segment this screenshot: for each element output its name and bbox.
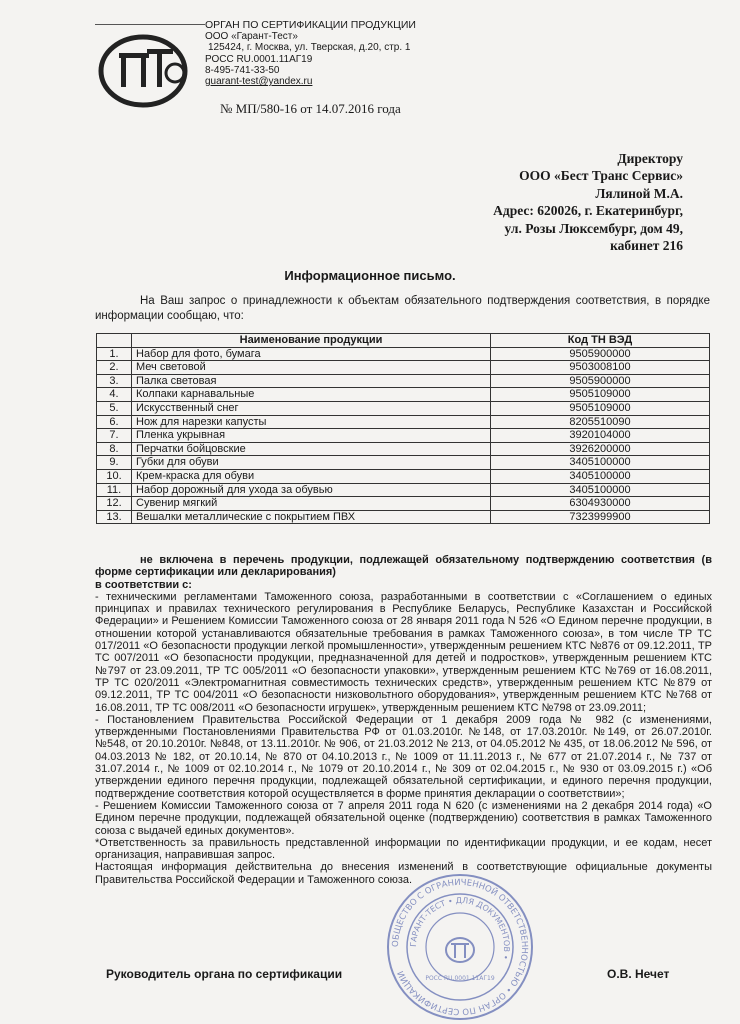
row-number: 1. <box>97 347 132 361</box>
row-number: 10. <box>97 469 132 483</box>
responsibility-note: *Ответственность за правильность представленной информации по идентификации продукции, и ее кодам, несет организация, направившая запрос. <box>95 836 712 862</box>
row-number: 13. <box>97 510 132 524</box>
product-name: Колпаки карнавальные <box>132 388 491 402</box>
recipient-address-1: Адрес: 620026, г. Екатеринбург, <box>493 203 683 219</box>
company-name: ООО «Гарант-Тест» <box>205 31 298 43</box>
letter-title: Информационное письмо. <box>284 268 456 283</box>
tnved-code: 6304930000 <box>491 497 710 511</box>
header-number <box>97 334 132 348</box>
regulation-item-1: - техническими регламентами Таможенного союза, разработанными в соответствии с «Соглашением о единых принципах и правилах технического регулирования в Республике Беларусь, Республике Казахстан и Российской Федерации» и Решением Комиссии Таможенного союза от 28 января 2011 года N 526 «О Едином перечне продукции, в отношении которой устанавливаются обязательные требования в рамках Таможенного союза», в том числе ТР ТС 017/2011 «О безопасности продукции легкой промышленности», утвержденным решением КТС №876 от 09.12.2011, ТР ТС 007/2011 «О безопасности продукции, предназначенной для детей и подростков», утвержденным решением КТС №797 от 23.09.2011, ТР ТС 005/2011 «О безопасности упаковки», утвержденным решением КТС №769 от 16.08.2011, ТР ТС 020/2011 «Электромагнитная совместимость технических средств», утвержденным решением КТС №879 от 09.12.2011, ТР ТС 004/2011 «О безопасности низковольтного оборудования», утвержденным решением КТС №768 от 16.08.2011, ТР ТС 008/2011 «О безопасности игрушек», утвержденным решением КТС №798 от 23.09.2011; <box>95 590 712 714</box>
exclusion-statement: не включена в перечень продукции, подлежащей обязательному подтверждению соответствия (в форме сертификации или декларирования) <box>95 554 712 579</box>
table-row <box>97 347 710 361</box>
signatory-name: О.В. Нечет <box>607 967 670 981</box>
row-number: 7. <box>97 429 132 443</box>
products-table <box>96 333 710 524</box>
tnved-code: 3405100000 <box>491 469 710 483</box>
table-row <box>97 510 710 524</box>
product-name: Пленка укрывная <box>132 429 491 443</box>
row-number: 12. <box>97 497 132 511</box>
tnved-code: 9503008100 <box>491 361 710 375</box>
product-name: Искусственный снег <box>132 401 491 415</box>
tnved-code: 9505109000 <box>491 401 710 415</box>
product-name: Губки для обуви <box>132 456 491 470</box>
recipient-company: ООО «Бест Транс Сервис» <box>519 168 683 184</box>
intro-paragraph: На Ваш запрос о принадлежности к объектам обязательного подтверждения соответствия, в порядке информации сообщаю, что: <box>95 295 710 322</box>
table-row <box>97 442 710 456</box>
stamp-reg-number: РОСС RU.0001.11АГ19 <box>425 975 495 982</box>
tnved-code: 9505109000 <box>491 388 710 402</box>
header-product: Наименование продукции <box>132 334 491 348</box>
product-name: Перчатки бойцовские <box>132 442 491 456</box>
product-name: Меч световой <box>132 361 491 375</box>
phone-number: 8-495-741-33-50 <box>205 64 280 76</box>
table-row <box>97 483 710 497</box>
table-row <box>97 361 710 375</box>
stamp-outer-text: ОБЩЕСТВО С ОГРАНИЧЕННОЙ ОТВЕТСТВЕННОСТЬЮ • ОРГАН ПО СЕРТИФИКАЦИИ <box>390 877 530 1017</box>
regulation-item-2: - Постановлением Правительства Российской Федерации от 1 декабря 2009 года № 982 (с изменениями, утвержденными Постановлениями Правительства РФ от 01.03.2010г. №148, от 17.03.2010г. №149, от 26.07.2010г. №548, от 20.10.2010г. №848, от 13.11.2010г. № 906, от 21.03.2012 № 213, от 04.05.2012 № 435, от 18.06.2012 № 596, от 04.03.2013 № 182, от 20.10.14, № 870 от 04.10.2013 г., № 1009 от 11.11.2013 г., № 677 от 21.07.2014 г., № 737 от 31.07.2014 г., № 1009 от 02.10.2014 г., № 1079 от 20.10.2014 г., № 309 от 02.04.2015 г., № 930 от 03.09.2015 г.) «Об утверждении единого перечня продукции, подлежащей обязательной сертификации, и единого перечня продукции, подтверждение соответствия которой осуществляется в форме принятия декларации о соответствии»; <box>95 713 712 800</box>
product-name: Нож для нарезки капусты <box>132 415 491 429</box>
header-code: Код ТН ВЭД <box>491 334 710 348</box>
reference-number: № МП/580-16 от 14.07.2016 года <box>220 101 401 116</box>
according-to: в соответствии с: <box>95 578 192 591</box>
email-link[interactable]: guarant-test@yandex.ru <box>205 76 313 88</box>
signatory-position: Руководитель органа по сертификации <box>106 967 343 981</box>
tnved-code: 3926200000 <box>491 442 710 456</box>
table-row <box>97 497 710 511</box>
row-number: 5. <box>97 401 132 415</box>
recipient-position: Директору <box>617 151 683 166</box>
tnved-code: 8205510090 <box>491 415 710 429</box>
table-row <box>97 456 710 470</box>
svg-text:ГАРАНТ-ТЕСТ • ДЛЯ ДОКУМЕНТОВ • <box>409 896 511 961</box>
row-number: 11. <box>97 483 132 497</box>
product-name: Крем-краска для обуви <box>132 469 491 483</box>
table-row <box>97 388 710 402</box>
tnved-code: 3405100000 <box>491 456 710 470</box>
regulation-item-3: - Решением Комиссии Таможенного союза от 7 апреля 2011 года N 620 (с изменениями на 2 декабря 2014 года) «О Едином перечне продукции, подлежащей обязательной оценке (подтверждению) соответствия в рамках Таможенного союза с выдачей единых документов». <box>95 799 712 837</box>
recipient-address-3: кабинет 216 <box>610 238 683 254</box>
org-line: ОРГАН ПО СЕРТИФИКАЦИИ ПРОДУКЦИИ <box>205 19 416 31</box>
tnved-code: 9505900000 <box>491 374 710 388</box>
recipient-name: Лялиной М.А. <box>595 185 683 201</box>
table-row <box>97 469 710 483</box>
official-stamp <box>385 872 535 1022</box>
accreditation-number: РОСС RU.0001.11АГ19 <box>205 53 313 65</box>
table-row <box>97 401 710 415</box>
row-number: 4. <box>97 388 132 402</box>
company-address: 125424, г. Москва, ул. Тверская, д.20, стр. 1 <box>208 42 411 54</box>
product-name: Набор для фото, бумага <box>132 347 491 361</box>
table-row <box>97 374 710 388</box>
header-rule <box>95 24 205 25</box>
product-name: Вешалки металлические с покрытием ПВХ <box>132 510 491 524</box>
recipient-block <box>493 150 683 254</box>
tnved-code: 3405100000 <box>491 483 710 497</box>
table-row <box>97 429 710 443</box>
row-number: 2. <box>97 361 132 375</box>
stamp-inner-text: ГАРАНТ-ТЕСТ • ДЛЯ ДОКУМЕНТОВ • <box>408 895 512 961</box>
tnved-code: 3920104000 <box>491 429 710 443</box>
row-number: 9. <box>97 456 132 470</box>
tnved-code: 9505900000 <box>491 347 710 361</box>
product-name: Сувенир мягкий <box>132 497 491 511</box>
row-number: 8. <box>97 442 132 456</box>
recipient-address-2: ул. Розы Люксембург, дом 49, <box>504 220 683 236</box>
validity-note: Настоящая информация действительна до внесения изменений в соответствующие официальные документы Правительства Российской Федерации и Таможенного союза. <box>95 861 712 886</box>
tnved-code: 7323999900 <box>491 510 710 524</box>
table-header-row <box>97 334 710 348</box>
product-name: Палка световая <box>132 374 491 388</box>
sender-header <box>205 20 416 87</box>
table-row <box>97 415 710 429</box>
company-logo <box>97 33 193 109</box>
row-number: 6. <box>97 415 132 429</box>
product-name: Набор дорожный для ухода за обувью <box>132 483 491 497</box>
letter-body <box>95 554 712 886</box>
row-number: 3. <box>97 374 132 388</box>
